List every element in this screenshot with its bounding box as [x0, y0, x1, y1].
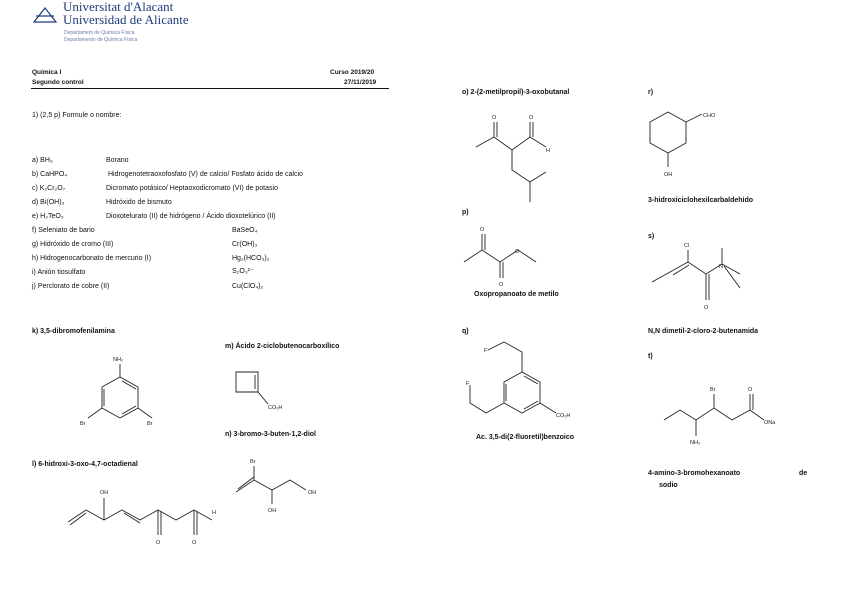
br-label: Br: [147, 421, 153, 427]
structure-p-name: Oxopropanoato de metilo: [474, 291, 559, 298]
oh-label: OH: [664, 172, 673, 178]
item-answer: BaSeO₄: [232, 227, 258, 234]
f-label: F: [484, 348, 488, 354]
oh-label: OH: [308, 490, 317, 496]
cho-label: CHO: [703, 113, 716, 119]
item-answer: Borano: [106, 157, 129, 164]
department-ca: Departament de Química Física: [64, 30, 135, 36]
br-label: Br: [250, 459, 256, 465]
structure-s-name: N,N dimetil-2-cloro-2-butenamida: [648, 328, 759, 335]
item-id: a) BH₃: [32, 157, 53, 164]
structure-r-name: 3-hidroxiciclohexilcarbaldehido: [648, 197, 754, 204]
item-id: b) CaHPO₄: [32, 171, 68, 178]
structure-n-name: n) 3-bromo-3-buten-1,2-diol: [225, 431, 316, 438]
university-name-es: Universidad de Alicante: [63, 12, 189, 27]
structure-r-label: r): [648, 89, 654, 96]
oh-label: OH: [268, 508, 277, 514]
department-es: Departamento de Química Física: [64, 37, 138, 43]
question1-title: 1) (2,5 p) Formule o nombre:: [32, 112, 122, 119]
item-id: h) Hidrogenocarbonato de mercurio (I): [32, 255, 152, 262]
item-id: e) H₂TeO₃: [32, 213, 64, 220]
o-label: O: [492, 115, 497, 121]
molecule-o: [476, 115, 550, 202]
structure-s-label: s): [648, 233, 655, 240]
h-label: H: [546, 148, 550, 154]
item-answer: Dioxotelurato (II) de hidrógeno / Ácido dioxotelúrico (II): [106, 213, 276, 220]
structure-k-name: k) 3,5-dibromofenilamina: [32, 328, 115, 335]
structure-o-name: o) 2-(2-metilpropil)-3-oxobutanal: [462, 89, 570, 96]
o-label: O: [529, 115, 534, 121]
nh2-label: NH₂: [690, 440, 701, 446]
item-id: d) Bi(OH)₃: [32, 199, 65, 206]
f-label: F: [466, 381, 470, 387]
br-label: Br: [710, 387, 716, 393]
structure-t-name-1: 4-amino-3-bromohexanoato: [648, 470, 741, 477]
structure-p-label: p): [462, 209, 469, 216]
molecule-t: [664, 387, 776, 446]
exam-label: Segundo control: [32, 79, 84, 86]
structure-q-label: q): [462, 328, 469, 335]
o-label: O: [704, 305, 709, 311]
item-answer: S₂O₃²⁻: [232, 268, 254, 275]
o-label: O: [480, 227, 485, 233]
item-answer: Hidróxido de bismuto: [106, 199, 172, 206]
molecule-r: [650, 112, 716, 178]
molecule-m: [236, 372, 282, 411]
university-name-ca: Universitat d'Alacant: [63, 0, 174, 14]
structure-l-name: l) 6-hidroxi-3-oxo-4,7-octadienal: [32, 461, 138, 468]
molecule-s: [652, 243, 740, 311]
date-label: 27/11/2019: [344, 79, 377, 86]
structure-t-name-2: sodio: [659, 482, 678, 489]
o-label: O: [499, 282, 504, 288]
structure-q-name: Ac. 3,5-di(2-fluoretil)benzoico: [476, 434, 575, 441]
h-label: H: [212, 510, 216, 516]
n-label: N: [719, 264, 723, 270]
structure-m-name: m) Ácido 2-ciclobutenocarboxílico: [225, 343, 340, 350]
year-label: Curso 2019/20: [330, 69, 375, 76]
item-answer: Cr(OH)₃: [232, 241, 258, 248]
cl-label: Cl: [684, 243, 690, 249]
molecule-q: [466, 342, 570, 419]
course-label: Química I: [32, 69, 62, 76]
br-label: Br: [80, 421, 86, 427]
structure-t-name-de: de: [799, 470, 808, 477]
item-answer: Hg₂(HCO₃)₂: [232, 255, 270, 262]
item-answer: Cu(ClO₄)₂: [232, 283, 264, 290]
co2h-label: CO₂H: [268, 405, 283, 411]
molecule-l: [68, 490, 216, 546]
ona-label: ONa: [764, 420, 776, 426]
molecule-p: [464, 227, 536, 288]
item-id: i) Anión tiosulfato: [32, 269, 86, 276]
item-id: c) K₂Cr₂O₇: [32, 185, 66, 192]
item-answer: Dicromato potásico/ Heptaoxodicromato (VI) de potasio: [106, 185, 278, 192]
oh-label: OH: [100, 490, 109, 496]
item-answer: Hidrogenotetraoxofosfato (V) de calcio/ Fosfato ácido de calcio: [108, 171, 303, 178]
o-label: O: [748, 387, 753, 393]
molecule-k: [80, 357, 153, 427]
co2h-label: CO₂H: [556, 413, 571, 419]
item-id: f) Seleniato de bario: [32, 227, 95, 234]
structure-t-label: t): [648, 353, 653, 360]
nh2-label: NH₂: [113, 357, 124, 363]
o-label: O: [156, 540, 161, 546]
item-id: g) Hidróxido de cromo (III): [32, 241, 114, 248]
o-label: O: [515, 249, 520, 255]
o-label: O: [192, 540, 197, 546]
item-id: j) Perclorato de cobre (II): [32, 283, 110, 290]
molecule-n: [236, 459, 316, 514]
